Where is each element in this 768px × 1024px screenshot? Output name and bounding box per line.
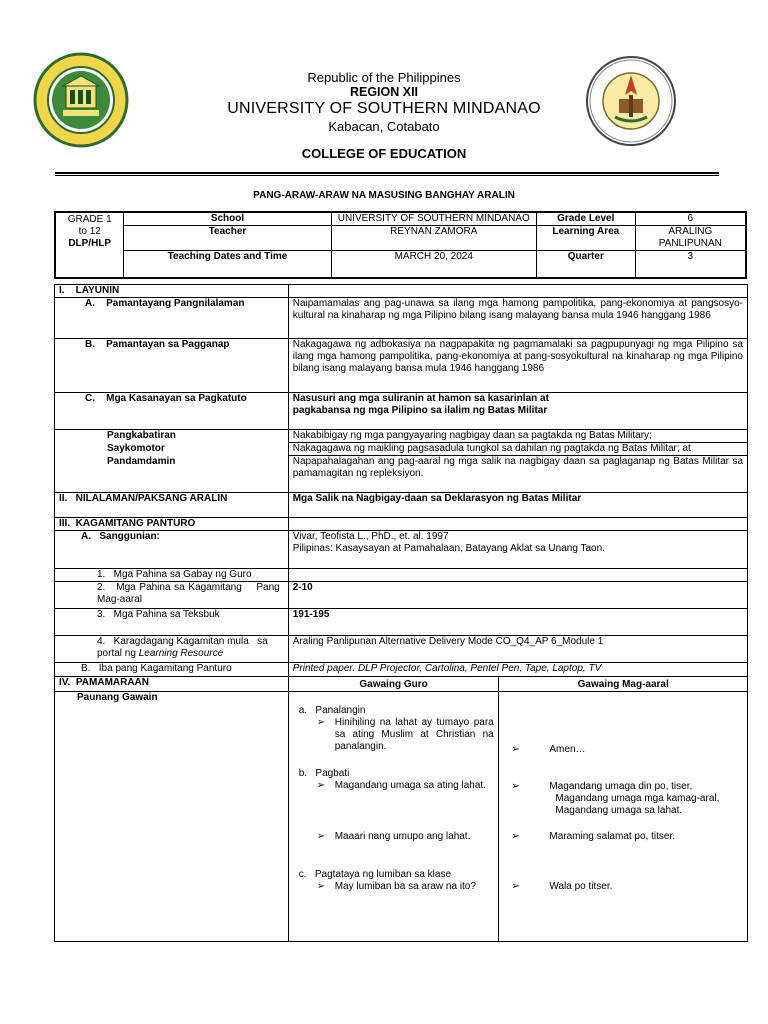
pandamdamin-value: Napapahalagahan ang pag-aaral ng mga salik na nagbigay daan sa paglaganap ng Batas Militar sa pamamagitan ng repleksiyon. xyxy=(288,456,747,493)
arrow-bullet-icon: ➢ xyxy=(511,744,520,755)
section-nilalaman: II. NILALAMAN/PAKSANG ARALIN xyxy=(55,493,289,518)
dates-value: MARCH 20, 2024 xyxy=(331,251,536,278)
activity-panalangin xyxy=(299,705,494,753)
amen-student: Amen… xyxy=(549,744,586,755)
panalangin-heading: a. Panalangin xyxy=(298,705,366,716)
grade-level-value: 6 xyxy=(635,212,746,226)
activity-pagbati xyxy=(299,768,494,792)
arrow-bullet-icon: ➢ xyxy=(511,831,520,842)
pangkabatiran-label: Pangkabatiran xyxy=(55,430,289,443)
kasanayan-label: C. Mga Kasanayan sa Pagkatuto xyxy=(55,393,289,430)
teksbuk-label: 3. Mga Pahina sa Teksbuk xyxy=(55,609,289,636)
doc-title: PANG-ARAW-ARAW NA MASUSING BANGHAY ARALIN xyxy=(253,190,515,201)
sanggunian-book: Pilipinas: Kasaysayan at Pamahalaan, Batayang Aklat sa Unang Taon. xyxy=(292,543,605,554)
arrow-bullet-icon: ➢ xyxy=(511,781,520,792)
sanggunian-label: A. Sanggunian: xyxy=(55,531,289,569)
gawaing-guro-cell xyxy=(288,692,499,942)
saykomotor-value: Nakagagawa ng maikling pagsasadula tungkol sa dahilan ng pagtakda ng Batas Militar; at xyxy=(288,443,747,456)
pagbati-heading: b. Pagbati xyxy=(298,768,350,779)
salamat-student: Maraming salamat po, titser. xyxy=(549,831,675,842)
gabay-guro-label: 1. Mga Pahina sa Gabay ng Guro xyxy=(55,569,289,582)
pagbati-student-2: Magandang umaga mga kamag-aral, xyxy=(555,793,720,804)
iba-pang-kagamitan-value: Printed paper. DLP Projector, Cartolina, Pentel Pen, Tape, Laptop, TV xyxy=(288,663,747,677)
gabay-guro-value xyxy=(288,569,747,582)
section-layunin: I. LAYUNIN xyxy=(55,285,289,298)
kagamitang-magaaral-label: 2. Mga Pahina sa Kagamitang Pang Mag-aaral xyxy=(55,582,289,609)
pagbati-student-3: Magandang umaga sa lahat. xyxy=(555,805,683,816)
section-kagamitang-panturo: III. KAGAMITANG PANTURO xyxy=(55,518,289,531)
arrow-bullet-icon: ➢ xyxy=(316,831,326,842)
gawaing-magaaral-cell xyxy=(499,692,748,942)
student-pagbati xyxy=(511,781,719,817)
pamantayang-pangnilalaman-label: A. Pamantayang Pangnilalaman xyxy=(55,298,289,339)
teacher-label: Teacher xyxy=(124,226,331,251)
activity-umupo xyxy=(317,831,497,843)
pagtataya-heading: c. Pagtataya ng lumiban sa klase xyxy=(298,869,452,880)
pagbati-teacher: Magandang umaga sa ating lahat. xyxy=(334,780,486,791)
kasanayan-value: Nasusuri ang mga suliranin at hamon sa kasarinlan at pagkabansa ng mga Pilipino sa ilalim ng Batas Militar xyxy=(288,393,747,430)
umupo-teacher: Maaari nang umupo ang lahat. xyxy=(334,831,471,842)
pagtataya-teacher: May lumiban ba sa araw na ito? xyxy=(334,881,476,892)
header-divider-thin xyxy=(55,175,719,176)
school-value: UNIVERSITY OF SOUTHERN MINDANAO xyxy=(331,212,536,226)
pandamdamin-label: Pandamdamin xyxy=(55,456,289,493)
nilalaman-value: Mga Salik na Nagbigay-daan sa Deklarasyon ng Batas Militar xyxy=(288,493,747,518)
lesson-plan-table xyxy=(54,284,748,942)
dates-label: Teaching Dates and Time xyxy=(124,251,331,278)
pagbati-student-1: Magandang umaga din po, tiser, xyxy=(549,781,693,792)
saykomotor-label: Saykomotor xyxy=(55,443,289,456)
paunang-gawain-label: Paunang Gawain xyxy=(55,692,289,942)
activity-pagtataya xyxy=(299,869,499,893)
arrow-bullet-icon: ➢ xyxy=(511,881,520,892)
university-name: UNIVERSITY OF SOUTHERN MINDANAO xyxy=(227,100,541,117)
pangkabatiran-value: Nakabibigay ng mga pangyayaring nagbigay daan sa pagtakda ng Batas Military; xyxy=(288,430,747,443)
grade-level-label: Grade Level xyxy=(536,212,635,226)
col-gawaing-guro: Gawaing Guro xyxy=(288,677,499,692)
school-label: School xyxy=(124,212,331,226)
section-pamamaraan: IV. PAMAMARAAN xyxy=(55,677,289,692)
teacher-value: REYNAN ZAMORA xyxy=(331,226,536,251)
arrow-bullet-icon: ➢ xyxy=(316,780,326,791)
arrow-bullet-icon: ➢ xyxy=(316,717,326,728)
quarter-label: Quarter xyxy=(536,251,635,278)
grade-cell: GRADE 1 to 12 DLP/HLP xyxy=(55,212,124,278)
header-divider xyxy=(55,172,719,174)
student-salamat xyxy=(511,831,675,843)
learning-area-label: Learning Area xyxy=(536,226,635,251)
sanggunian-value xyxy=(288,531,747,569)
sanggunian-author: Vivar, Teofista L., PhD., et. al. 1997 xyxy=(292,531,449,542)
pamantayan-pagganap-label: B. Pamantayan sa Pagganap xyxy=(55,339,289,393)
region-line: REGION XII xyxy=(349,85,419,99)
college-name: COLLEGE OF EDUCATION xyxy=(301,146,467,161)
arrow-bullet-icon: ➢ xyxy=(316,881,326,892)
republic-line: Republic of the Philippines xyxy=(307,70,461,85)
iba-pang-kagamitan-label: B. Iba pang Kagamitang Panturo xyxy=(55,663,289,677)
quarter-value: 3 xyxy=(635,251,746,278)
student-amen xyxy=(511,744,585,756)
karagdagang-kagamitan-label: 4. Karagdagang Kagamitan mula sa portal ng Learning Resource xyxy=(55,636,289,663)
student-wala xyxy=(511,881,612,893)
col-gawaing-magaaral: Gawaing Mag-aaral xyxy=(499,677,748,692)
location-line: Kabacan, Cotabato xyxy=(328,119,440,134)
teksbuk-value: 191-195 xyxy=(288,609,747,636)
wala-student: Wala po titser. xyxy=(549,881,613,892)
karagdagang-kagamitan-value: Araling Panlipunan Alternative Delivery Mode CO_Q4_AP 6_Module 1 xyxy=(288,636,747,663)
learning-area-value: ARALING PANLIPUNAN xyxy=(635,226,746,251)
kagamitang-magaaral-value: 2-10 xyxy=(288,582,747,609)
panalangin-teacher: Hinihiling na lahat ay tumayo para sa ating Muslim at Christian na panalangin. xyxy=(334,717,494,752)
info-table xyxy=(54,211,747,279)
pamantayang-pangnilalaman-value: Naipamamalas ang pag-unawa sa ilang mga hamong pampolitika, pang-ekonomiya at pangsosyo-kultural na kinaharap ng mga Pilipino bilang isang malayang bansa mula 1946 hanggang 1986 xyxy=(288,298,747,339)
pamantayan-pagganap-value: Nakagagawa ng adbokasiya na nagpapakita ng pagmamalaki sa pagpupunyagi ng mga Pilipino sa ilang mga hamong pampolitika, pang-ekonomiya at pang-sosyokultural na kinaharap ng mga Pilipino bilang isang malayang bansa mula 1946 hanggang 1986 xyxy=(288,339,747,393)
